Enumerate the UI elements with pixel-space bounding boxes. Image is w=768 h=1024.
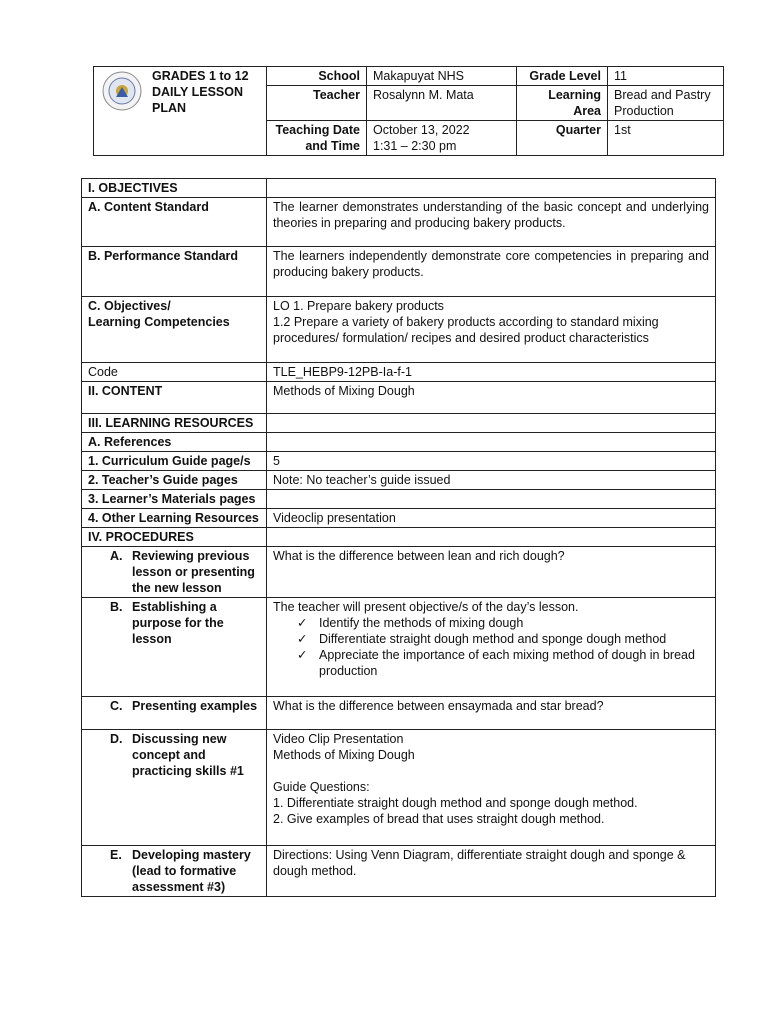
procedure-letter: D. <box>110 732 123 746</box>
quarter-value: 1st <box>608 121 724 156</box>
procedure-title: Discussing new concept and practicing skills #1 <box>132 732 244 778</box>
school-label: School <box>267 67 367 86</box>
school-value: Makapuyat NHS <box>367 67 517 86</box>
procedures-value <box>267 528 716 547</box>
learning-area-line: Production <box>614 104 674 118</box>
table-row <box>82 198 716 247</box>
teaching-date-label-line: and Time <box>305 139 360 153</box>
list-item <box>297 631 709 647</box>
content-standard-label: A. Content Standard <box>82 198 267 247</box>
procedure-title: Presenting examples <box>132 699 258 713</box>
learners-materials-value <box>267 490 716 509</box>
competency-line: 1.2 Prepare a variety of bakery products according to standard mixing procedures/ formulation/ recipes and desired product characteristics <box>273 315 659 345</box>
table-row <box>82 547 716 598</box>
teacher-label: Teacher <box>267 86 367 121</box>
procedure-c-value: What is the difference between ensaymada and star bread? <box>267 697 716 730</box>
competencies-label-line: Learning Competencies <box>88 315 230 329</box>
teaching-date-label <box>267 121 367 156</box>
learners-materials-label: 3. Learner’s Materials pages <box>82 490 267 509</box>
objectives-value <box>267 179 716 198</box>
procedure-a-value: What is the difference between lean and rich dough? <box>267 547 716 598</box>
learning-area-label-line: Area <box>573 104 601 118</box>
check-icon: ✓ <box>297 632 308 646</box>
document-title <box>152 68 249 116</box>
title-line: GRADES 1 to 12 <box>152 69 249 83</box>
table-row <box>82 247 716 297</box>
objectives-heading: I. OBJECTIVES <box>82 179 267 198</box>
table-row <box>82 382 716 414</box>
performance-standard-label: B. Performance Standard <box>82 247 267 297</box>
header-table <box>93 66 724 156</box>
grade-level-label: Grade Level <box>517 67 608 86</box>
references-label: A. References <box>82 433 267 452</box>
procedure-b-intro: The teacher will present objective/s of the day’s lesson. <box>273 600 579 614</box>
procedure-title: Establishing a purpose for the lesson <box>132 600 224 646</box>
procedure-title: Reviewing previous lesson or presenting the new lesson <box>132 549 255 595</box>
competencies-value <box>267 297 716 363</box>
content-label: II. CONTENT <box>82 382 267 414</box>
checklist-text: Identify the methods of mixing dough <box>319 616 524 630</box>
procedure-letter: A. <box>110 549 123 563</box>
competency-line: LO 1. Prepare bakery products <box>273 299 444 313</box>
table-row <box>82 179 716 198</box>
table-row <box>82 363 716 382</box>
procedure-a-label <box>82 547 267 598</box>
learning-area-label <box>517 86 608 121</box>
list-item <box>297 647 709 679</box>
title-line: PLAN <box>152 101 187 115</box>
procedure-letter: E. <box>110 848 122 862</box>
procedure-d-label <box>82 730 267 846</box>
learning-area-label-line: Learning <box>548 88 601 102</box>
procedure-b-value <box>267 598 716 697</box>
teachers-guide-label: 2. Teacher’s Guide pages <box>82 471 267 490</box>
teaching-time: 1:31 – 2:30 pm <box>373 139 457 153</box>
procedure-c-label <box>82 697 267 730</box>
procedures-heading: IV. PROCEDURES <box>82 528 267 547</box>
procedure-d-line: Video Clip Presentation <box>273 732 404 746</box>
code-value: TLE_HEBP9-12PB-Ia-f-1 <box>267 363 716 382</box>
table-row <box>82 471 716 490</box>
references-value <box>267 433 716 452</box>
list-item <box>297 615 709 631</box>
resources-value <box>267 414 716 433</box>
table-row <box>82 598 716 697</box>
other-resources-label: 4. Other Learning Resources <box>82 509 267 528</box>
deped-seal-icon <box>102 71 142 111</box>
procedure-d-line: Methods of Mixing Dough <box>273 748 415 762</box>
table-row <box>82 452 716 471</box>
competencies-label <box>82 297 267 363</box>
table-row <box>82 730 716 846</box>
grade-level-value: 11 <box>608 67 724 86</box>
table-row <box>82 846 716 897</box>
procedure-letter: C. <box>110 699 123 713</box>
procedure-e-label <box>82 846 267 897</box>
checklist-text: Differentiate straight dough method and sponge dough method <box>319 632 667 646</box>
teaching-date-label-line: Teaching Date <box>275 123 360 137</box>
learning-area-value <box>608 86 724 121</box>
table-row <box>82 528 716 547</box>
table-row <box>82 509 716 528</box>
curriculum-guide-value: 5 <box>267 452 716 471</box>
objective-checklist <box>273 615 709 679</box>
code-label: Code <box>82 363 267 382</box>
procedure-d-line: 1. Differentiate straight dough method and sponge dough method. <box>273 796 638 810</box>
content-standard-value: The learner demonstrates understanding of the basic concept and underlying theories in preparing and producing bakery products. <box>267 198 716 247</box>
teacher-value: Rosalynn M. Mata <box>367 86 517 121</box>
logo-title-cell <box>94 67 267 156</box>
check-icon: ✓ <box>297 648 308 662</box>
procedure-d-line: Guide Questions: <box>273 780 370 794</box>
check-icon: ✓ <box>297 616 308 630</box>
procedure-title: Developing mastery (lead to formative assessment #3) <box>132 848 251 894</box>
other-resources-value: Videoclip presentation <box>267 509 716 528</box>
teaching-date-value <box>367 121 517 156</box>
table-row <box>82 433 716 452</box>
quarter-label: Quarter <box>517 121 608 156</box>
title-line: DAILY LESSON <box>152 85 243 99</box>
resources-label: III. LEARNING RESOURCES <box>82 414 267 433</box>
teaching-date: October 13, 2022 <box>373 123 470 137</box>
checklist-text: Appreciate the importance of each mixing method of dough in bread production <box>319 648 695 678</box>
table-row <box>82 697 716 730</box>
table-row <box>82 297 716 363</box>
procedure-d-line: 2. Give examples of bread that uses straight dough method. <box>273 812 605 826</box>
performance-standard-value: The learners independently demonstrate core competencies in preparing and producing bakery products. <box>267 247 716 297</box>
teachers-guide-value: Note: No teacher’s guide issued <box>267 471 716 490</box>
table-row <box>82 490 716 509</box>
procedure-e-value: Directions: Using Venn Diagram, differentiate straight dough and sponge & dough method. <box>267 846 716 897</box>
procedure-b-label <box>82 598 267 697</box>
learning-area-line: Bread and Pastry <box>614 88 711 102</box>
content-value: Methods of Mixing Dough <box>267 382 716 414</box>
spacer <box>273 763 709 779</box>
lesson-plan-table <box>81 178 716 897</box>
table-row <box>82 414 716 433</box>
curriculum-guide-label: 1. Curriculum Guide page/s <box>82 452 267 471</box>
procedure-d-value <box>267 730 716 846</box>
procedure-letter: B. <box>110 600 123 614</box>
competencies-label-line: C. Objectives/ <box>88 299 171 313</box>
